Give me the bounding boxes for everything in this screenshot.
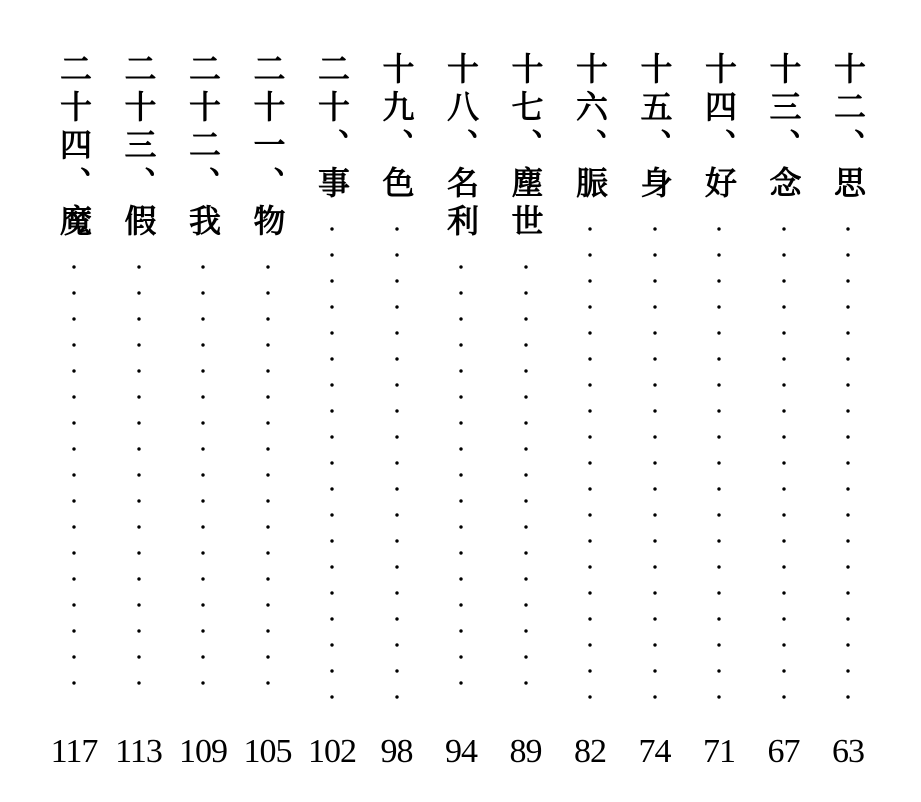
page-number: 63: [832, 733, 864, 770]
toc-heading: 十六、脤: [571, 52, 609, 204]
dot-leader: [782, 216, 786, 702]
dot-leader: [524, 254, 528, 702]
toc-entry[interactable]: [626, 52, 684, 772]
toc-heading: 二十三、假: [119, 52, 158, 242]
page-number: 98: [380, 733, 413, 770]
toc-heading: 十三、念: [764, 52, 803, 204]
page-number: 71: [703, 733, 735, 770]
toc-entry[interactable]: [497, 52, 555, 772]
page-number: 113: [115, 733, 162, 770]
page-number: 105: [243, 733, 292, 770]
toc-heading: 十九、色: [377, 52, 416, 204]
toc-heading: 二十四、魔: [55, 52, 93, 242]
toc-entry[interactable]: [432, 52, 490, 772]
toc-entry[interactable]: [110, 52, 168, 772]
toc-entry[interactable]: [755, 52, 813, 772]
toc-heading: 十八、名利: [442, 52, 480, 242]
dot-leader: [266, 254, 270, 702]
toc-heading: 十二、思: [829, 52, 867, 204]
toc-entry[interactable]: [561, 52, 619, 772]
dot-leader: [459, 254, 463, 702]
dot-leader: [588, 216, 592, 702]
toc-entry[interactable]: [45, 52, 103, 772]
toc-heading: 十五、身: [635, 52, 674, 204]
page-number: 102: [308, 733, 356, 770]
toc-heading: 二十一、物: [248, 52, 287, 242]
toc-entry[interactable]: [174, 52, 232, 772]
table-of-contents: [45, 52, 877, 772]
dot-leader: [717, 216, 721, 702]
dot-leader: [653, 216, 657, 702]
toc-heading: 十七、塵世: [506, 52, 545, 242]
toc-entry[interactable]: [819, 52, 877, 772]
dot-leader: [72, 254, 76, 702]
dot-leader: [137, 254, 141, 702]
toc-entry[interactable]: [303, 52, 361, 772]
toc-entry[interactable]: [690, 52, 748, 772]
page-number: 89: [509, 733, 542, 770]
dot-leader: [330, 216, 334, 702]
page-number: 109: [179, 733, 227, 770]
dot-leader: [201, 254, 205, 702]
toc-entry[interactable]: [368, 52, 426, 772]
dot-leader: [395, 216, 399, 702]
page-number: 117: [50, 733, 98, 770]
page-number: 94: [445, 733, 477, 770]
page-number: 67: [767, 733, 800, 770]
toc-heading: 二十二、我: [184, 52, 222, 242]
page-number: 82: [574, 733, 606, 770]
toc-entry[interactable]: [239, 52, 297, 772]
dot-leader: [846, 216, 850, 702]
page-number: 74: [638, 733, 671, 770]
toc-heading: 二十、事: [313, 52, 351, 204]
toc-heading: 十四、好: [700, 52, 738, 204]
